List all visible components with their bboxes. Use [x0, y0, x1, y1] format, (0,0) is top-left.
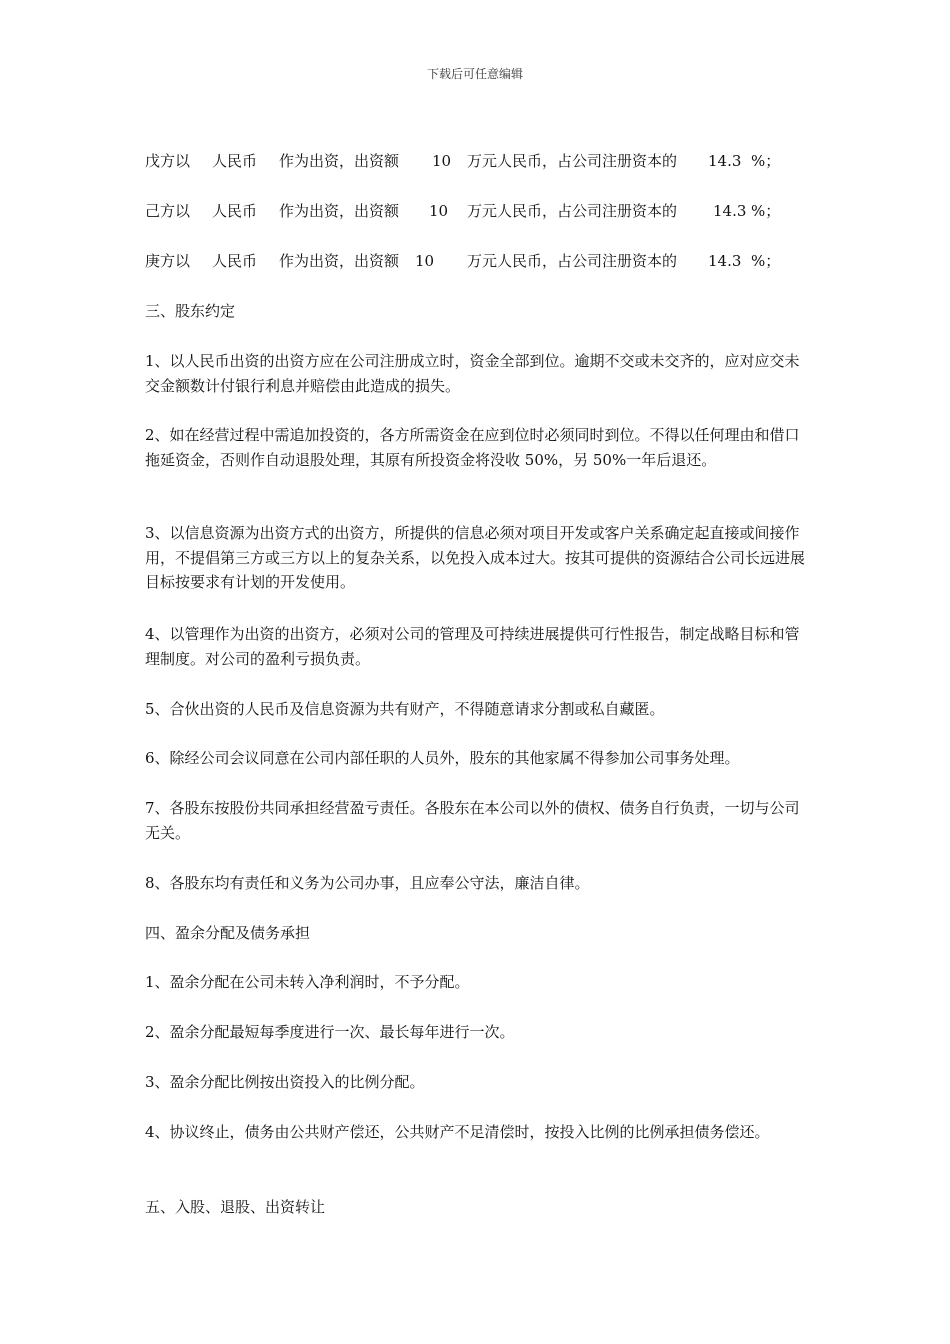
clause-paragraph: 3、以信息资源为出资方式的出资方，所提供的信息必须对项目开发或客户关系确定起直接或间接作用，不提倡第三方或三方以上的复杂关系，以免投入成本过大。按其可提供的资源结合公司长远进展目标按要求有计划的开发使用。 [145, 524, 806, 591]
clause-paragraph: 2、盈余分配最短每季度进行一次、最长每年进行一次。 [145, 1023, 515, 1041]
investor-amount: 10 [415, 252, 435, 270]
investor-percent: 14.3 [708, 252, 742, 270]
clause-paragraph: 1、以人民币出资的出资方应在公司注册成立时，资金全部到位。逾期不交或未交齐的，应对应交未交金额数计付银行利息并赔偿由此造成的损失。 [145, 352, 800, 395]
investor-percent: 14.3 [713, 202, 747, 220]
investor-mid: 作为出资，出资额 [279, 252, 400, 270]
section-heading-shareholder-agreement: 三、股东约定 [145, 302, 236, 320]
clause-paragraph: 4、协议终止，债务由公共财产偿还，公共财产不足清偿时，按投入比例的比例承担债务偿还。 [145, 1123, 770, 1141]
investor-currency: 人民币 [212, 252, 258, 270]
investor-suffix: %； [751, 252, 781, 270]
investor-party: 庚方以 [145, 252, 191, 270]
investor-currency: 人民币 [212, 152, 258, 170]
section-heading-profit-distribution: 四、盈余分配及债务承担 [145, 924, 311, 942]
clause-paragraph: 2、如在经营过程中需追加投资的，各方所需资金在应到位时必须同时到位。不得以任何理由和借口拖延资金，否则作自动退股处理，其原有所投资金将没收 50%，另 50%一年后退还。 [145, 426, 800, 469]
clause-paragraph: 4、以管理作为出资的出资方，必须对公司的管理及可持续进展提供可行性报告，制定战略目标和管理制度。对公司的盈利亏损负责。 [145, 625, 800, 668]
investor-percent: 14.3 [708, 152, 742, 170]
investor-currency: 人民币 [212, 202, 258, 220]
clause-paragraph: 7、各股东按股份共同承担经营盈亏责任。各股东在本公司以外的债权、债务自行负责，一切与公司无关。 [145, 799, 800, 842]
section-heading-share-transfer: 五、入股、退股、出资转让 [145, 1198, 326, 1216]
investor-unit: 万元人民币，占公司注册资本的 [467, 202, 678, 220]
clause-paragraph: 1、盈余分配在公司未转入净利润时，不予分配。 [145, 973, 470, 991]
investor-mid: 作为出资，出资额 [279, 202, 400, 220]
clause-paragraph: 3、盈余分配比例按出资投入的比例分配。 [145, 1073, 425, 1091]
investor-amount: 10 [432, 152, 452, 170]
page-header: 下载后可任意编辑 [426, 67, 523, 81]
clause-paragraph: 8、各股东均有责任和义务为公司办事，且应奉公守法，廉洁自律。 [145, 874, 590, 892]
investor-mid: 作为出资，出资额 [279, 152, 400, 170]
investor-amount: 10 [429, 202, 449, 220]
investor-suffix: %； [751, 202, 781, 220]
investor-unit: 万元人民币，占公司注册资本的 [467, 252, 678, 270]
investor-suffix: %； [751, 152, 781, 170]
investor-unit: 万元人民币，占公司注册资本的 [467, 152, 678, 170]
investor-party: 己方以 [145, 202, 191, 220]
clause-paragraph: 5、合伙出资的人民币及信息资源为共有财产，不得随意请求分割或私自藏匿。 [145, 700, 665, 718]
investor-party: 戊方以 [145, 152, 191, 170]
clause-paragraph: 6、除经公司会议同意在公司内部任职的人员外，股东的其他家属不得参加公司事务处理。 [145, 749, 740, 767]
